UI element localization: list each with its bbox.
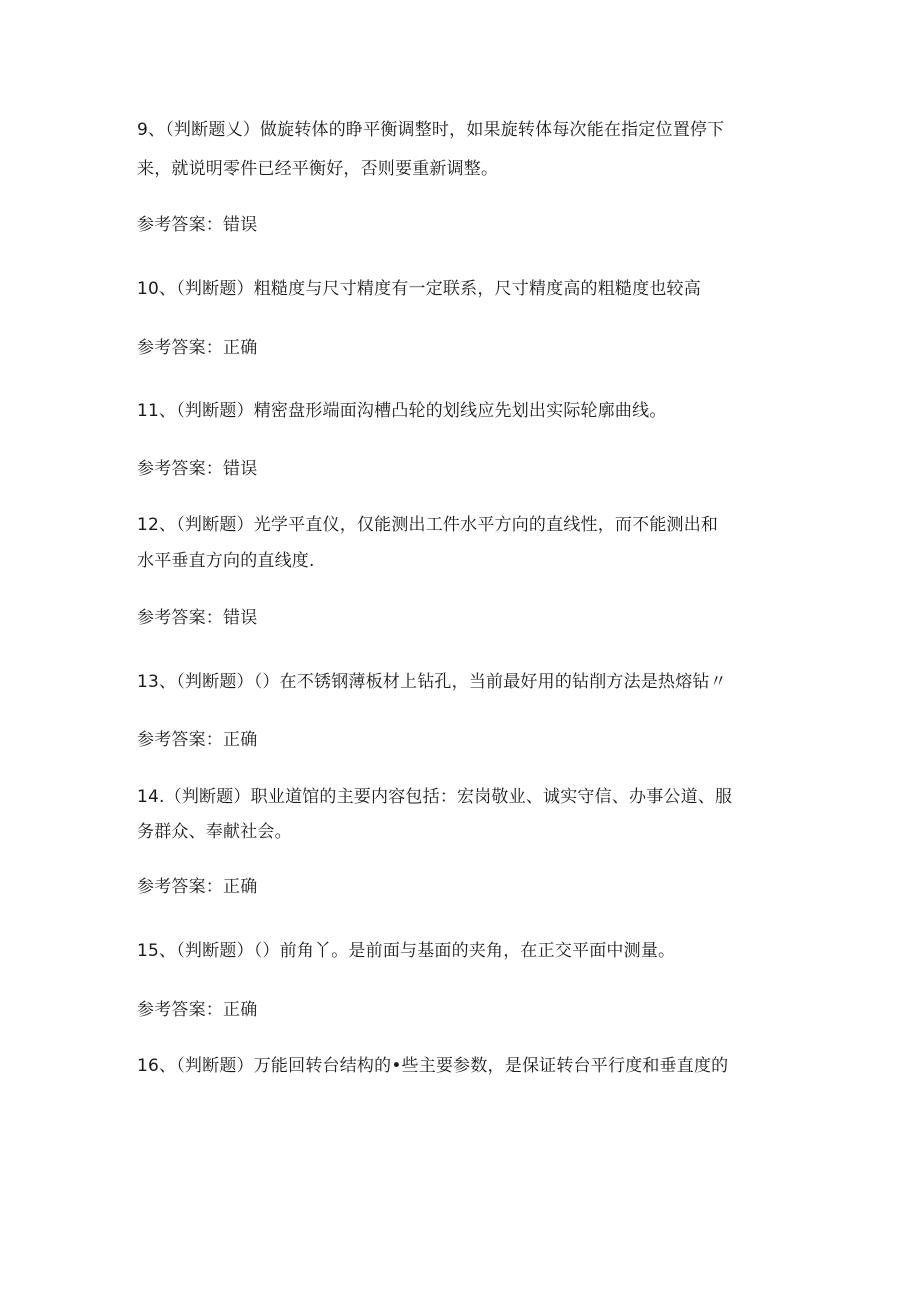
question-10-line-1: 10、（判断题）粗糙度与尺寸精度有一定联系，尺寸精度高的粗糙度也较高 [137,279,701,299]
question-15-line-1: 15、（判断题）（）前角丫。是前面与基面的夹角，在正交平面中测量。 [137,941,676,961]
question-11-line-1: 11、（判断题）精密盘形端面沟槽凸轮的划线应先划出实际轮廓曲线。 [137,401,667,421]
answer-12: 参考答案：错误 [137,608,258,628]
answer-13: 参考答案：正确 [137,730,258,750]
answer-14: 参考答案：正确 [137,877,258,897]
question-13-line-1: 13、（判断题）（）在不锈钢薄板材上钻孔，当前最好用的钻削方法是热熔钻〃 [137,672,727,692]
question-16-line-1: 16、（判断题）万能回转台结构的•些主要参数，是保证转台平行度和垂直度的 [137,1056,729,1076]
question-12-line-2: 水平垂直方向的直线度. [137,551,315,571]
question-9-line-1: 9、（判断题乂）做旋转体的睁平衡调整时，如果旋转体每次能在指定位置停下 [137,120,725,140]
question-12-line-1: 12、（判断题）光学平直仪，仅能测出工件水平方向的直线性，而不能测出和 [137,515,719,535]
question-9-line-2: 来，就说明零件已经平衡好，否则要重新调整。 [137,159,499,179]
question-14-line-2: 务群众、奉献社会。 [137,822,292,842]
answer-15: 参考答案：正确 [137,1000,258,1020]
question-14-line-1: 14.（判断题）职业道馆的主要内容包括：宏岗敬业、诚实守信、办事公道、服 [137,787,733,807]
answer-9: 参考答案：错误 [137,215,258,235]
answer-11: 参考答案：错误 [137,459,258,479]
answer-10: 参考答案：正确 [137,338,258,358]
